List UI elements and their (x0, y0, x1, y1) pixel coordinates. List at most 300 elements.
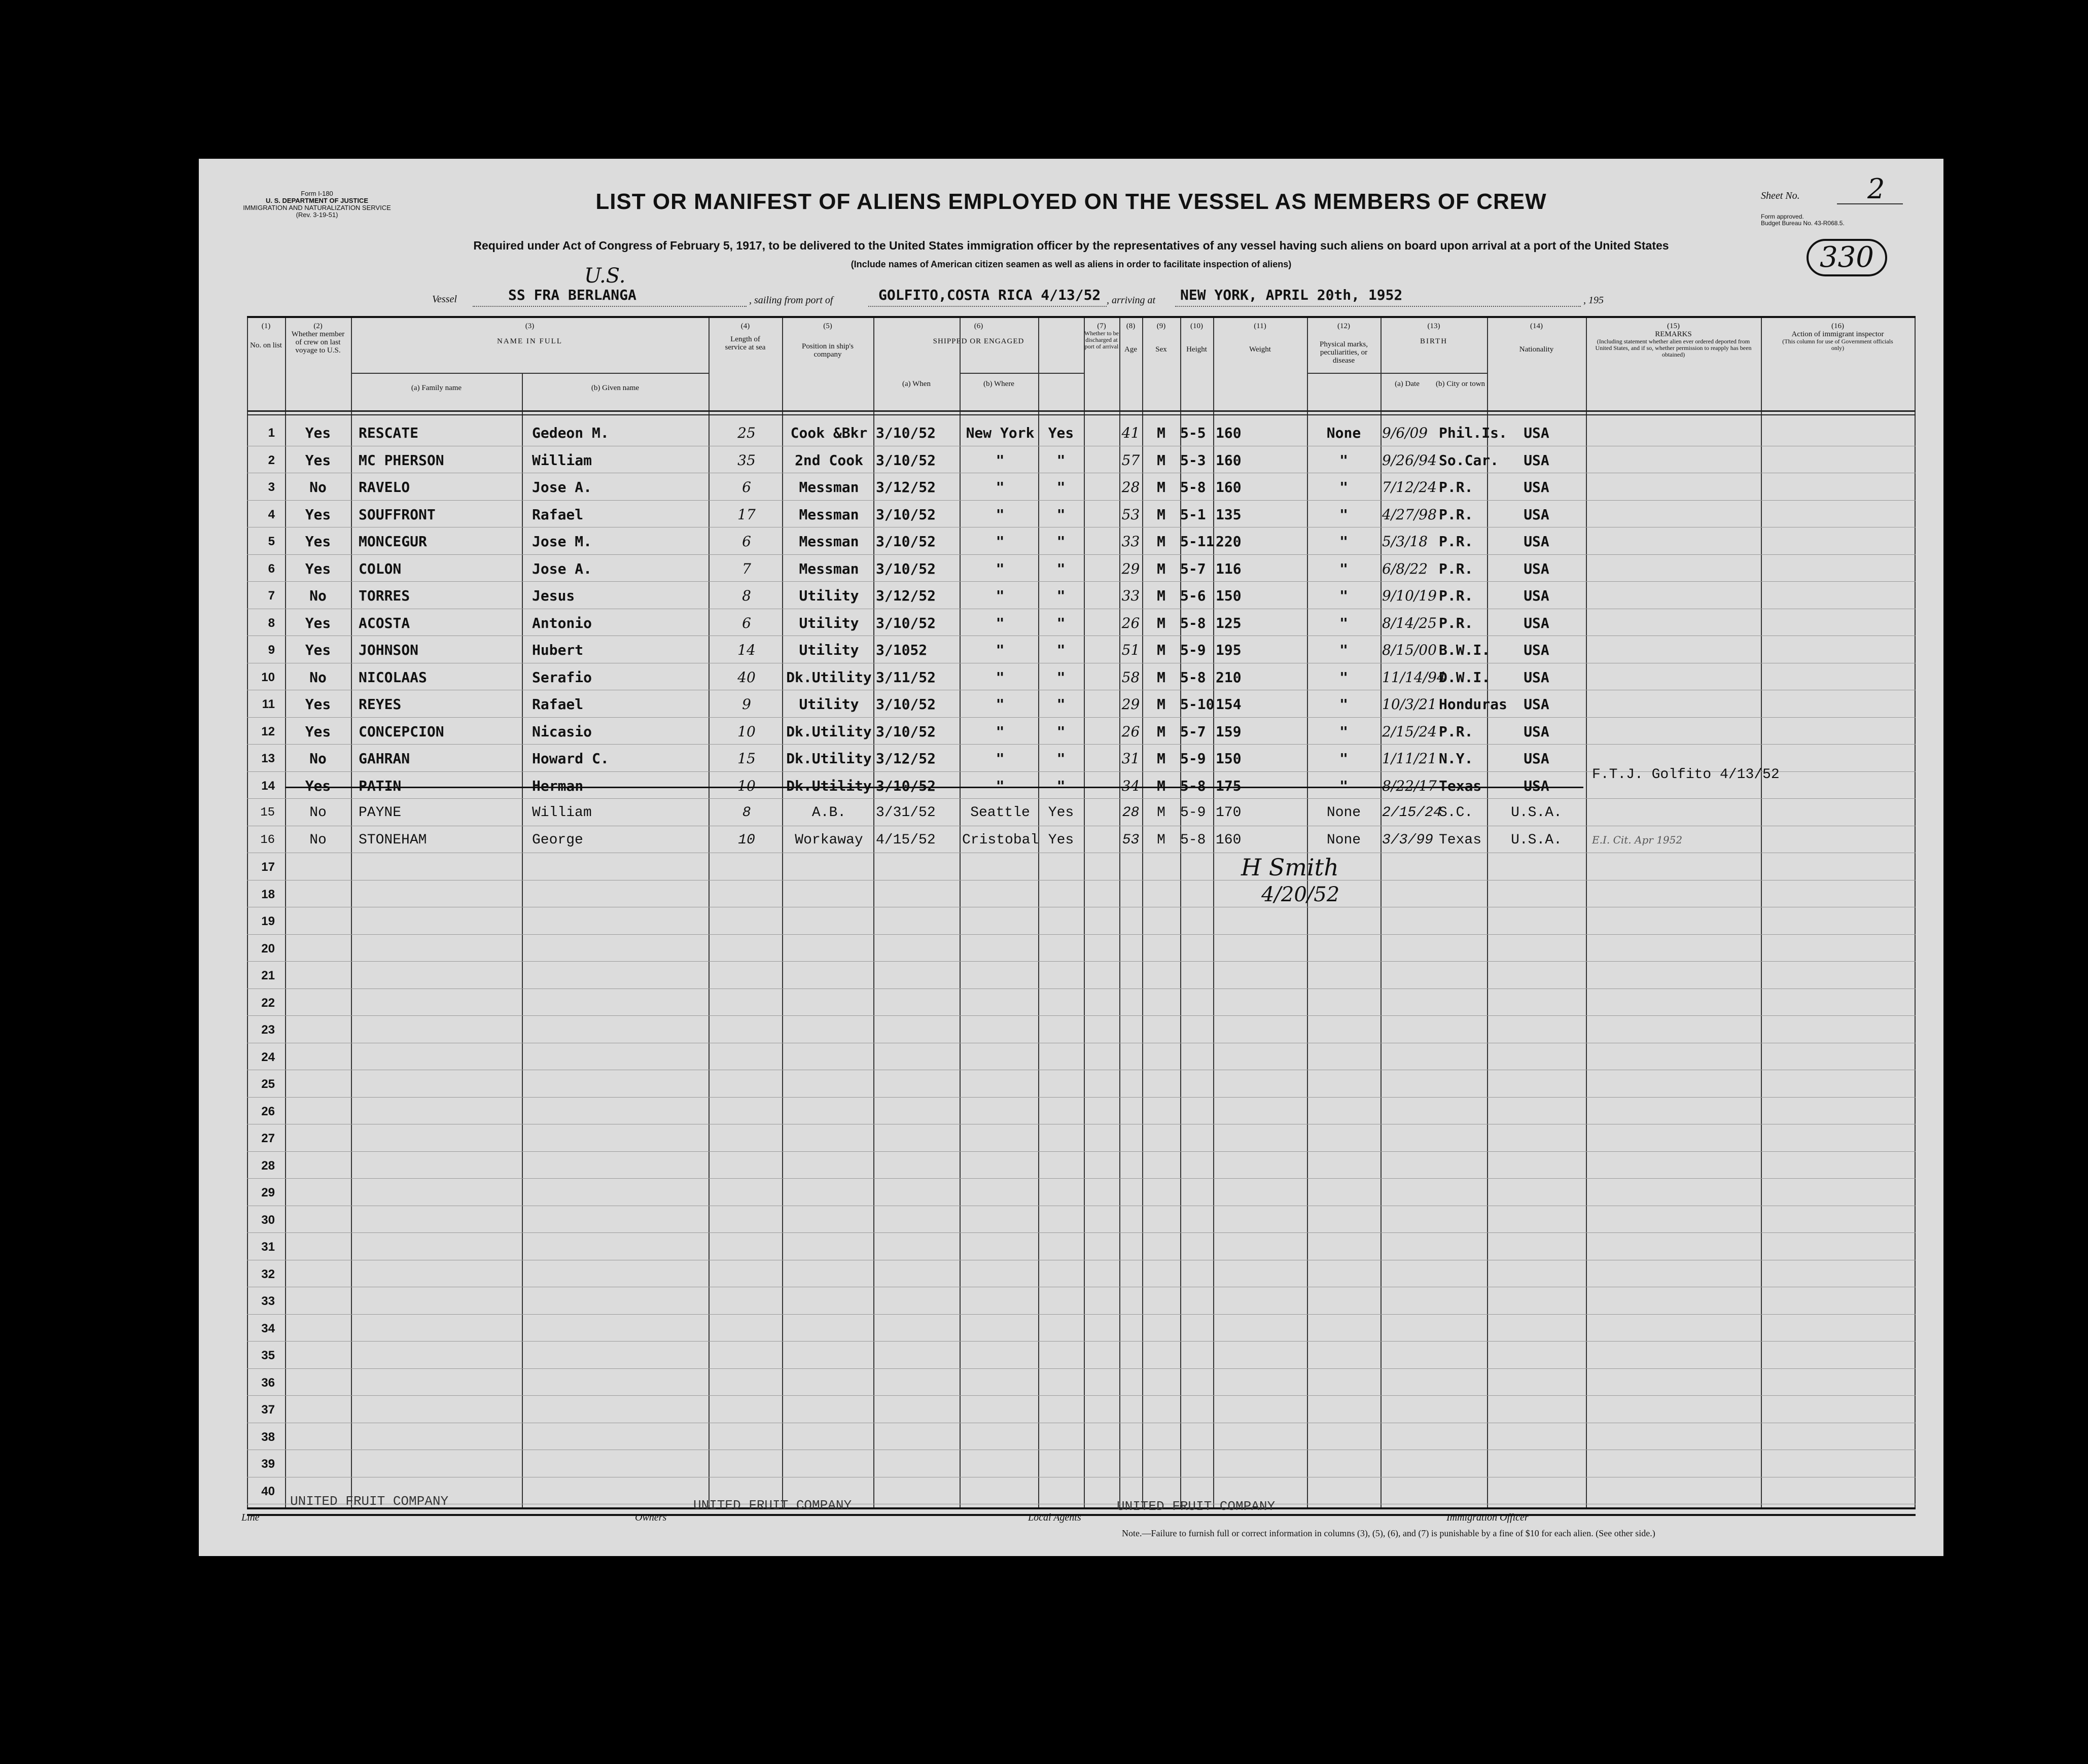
shipped-where-cell: Seattle (970, 805, 1030, 821)
nationality-cell: USA (1524, 777, 1549, 794)
row-divider (247, 934, 1916, 935)
height-cell: 5-5 (1180, 425, 1206, 441)
shipped-when-cell: 4/15/52 (876, 832, 936, 848)
birth-date-cell: 5/3/18 (1382, 533, 1428, 550)
sex-cell: M (1157, 750, 1165, 767)
weight-cell: 159 (1216, 723, 1242, 740)
service-name: IMMIGRATION AND NATURALIZATION SERVICE (243, 204, 391, 211)
birth-place-cell: Phil.Is. (1439, 425, 1507, 441)
row-divider (247, 500, 1916, 501)
given-name-cell: George (532, 832, 583, 848)
sex-cell: M (1157, 777, 1165, 794)
shipped-where-cell: " (996, 451, 1005, 469)
age-cell: 31 (1121, 750, 1140, 767)
height-cell: 5-7 (1180, 723, 1206, 740)
weight-cell: 160 (1216, 451, 1242, 469)
shipped-where-cell: Cristobal (962, 832, 1039, 848)
shipped-when-cell: 3/31/52 (876, 805, 936, 821)
discharged-cell: Yes (1048, 832, 1074, 848)
discharged-cell: " (1056, 696, 1066, 713)
manifest-sheet (199, 159, 1943, 1556)
given-name-cell: William (532, 805, 592, 821)
given-name-cell: Jose A. (532, 479, 592, 496)
circled-page-number: 330 (1807, 239, 1887, 276)
family-name-cell: REYES (359, 696, 402, 713)
row-number: 17 (261, 860, 275, 874)
age-cell: 28 (1121, 479, 1140, 496)
service-length-cell: 40 (737, 668, 756, 686)
shipped-where-cell: " (996, 750, 1005, 767)
height-cell: 5-8 (1180, 777, 1206, 794)
row-number: 19 (261, 914, 275, 928)
nationality-cell: USA (1524, 451, 1549, 469)
row-number: 2 (268, 453, 275, 467)
header-list-number: (1) No. on list (250, 322, 282, 349)
family-name-cell: PATIN (359, 777, 402, 794)
shipped-where-cell: New York (966, 425, 1035, 441)
row-number: 20 (261, 941, 275, 956)
row-number: 39 (261, 1457, 275, 1471)
weight-cell: 160 (1216, 425, 1242, 441)
birth-date-cell: 8/15/00 (1382, 642, 1437, 658)
birth-place-cell: Honduras (1439, 696, 1507, 713)
service-length-cell: 10 (737, 723, 756, 740)
age-cell: 33 (1121, 533, 1140, 550)
service-length-cell: 14 (737, 642, 756, 658)
prior-voyage-cell: No (309, 832, 327, 848)
shipped-when-cell: 3/10/52 (876, 777, 936, 794)
row-number: 14 (261, 779, 275, 793)
row-number: 9 (268, 643, 275, 657)
shipped-where-cell: " (996, 506, 1005, 523)
shipped-when-cell: 3/10/52 (876, 696, 936, 713)
physical-marks-cell: " (1339, 479, 1348, 496)
physical-marks-cell: " (1339, 696, 1348, 713)
service-length-cell: 35 (737, 451, 756, 469)
sailing-underline (868, 306, 1107, 307)
service-length-cell: 8 (742, 587, 751, 604)
age-cell: 53 (1121, 506, 1140, 523)
sex-cell: M (1157, 696, 1165, 713)
age-cell: 53 (1122, 832, 1140, 848)
row-divider (247, 1368, 1916, 1369)
given-name-cell: Jose A. (532, 560, 592, 577)
age-cell: 34 (1121, 777, 1140, 794)
sailing-label: , sailing from port of (749, 295, 833, 306)
vessel-prefix-handwritten: U.S. (584, 264, 626, 288)
service-length-cell: 8 (742, 805, 751, 821)
prior-voyage-cell: Yes (305, 451, 331, 469)
birth-date-cell: 2/15/24 (1382, 805, 1442, 821)
header-position: (5) Position in ship's company (802, 322, 854, 359)
row-number: 1 (268, 426, 275, 440)
footer-note: Note.—Failure to furnish full or correct information in columns (3), (5), (6), and (7) is punishable by a fine of $10 for each alien. (See other side.) (1122, 1528, 1655, 1538)
age-cell: 51 (1121, 642, 1140, 658)
position-cell: A.B. (811, 805, 846, 821)
physical-marks-cell: " (1339, 533, 1348, 550)
row-number: 21 (261, 969, 275, 982)
row-divider (247, 1395, 1916, 1396)
family-name-cell: JOHNSON (359, 642, 419, 658)
header-given-name: (b) Given name (591, 384, 640, 392)
row-number: 11 (262, 697, 275, 711)
weight-cell: 210 (1216, 668, 1242, 686)
physical-marks-cell: None (1326, 832, 1361, 848)
row-number: 27 (261, 1132, 275, 1145)
nationality-cell: U.S.A. (1511, 832, 1562, 848)
department-name: U. S. DEPARTMENT OF JUSTICE (266, 197, 368, 204)
row-number: 29 (261, 1186, 275, 1199)
given-name-cell: Jose M. (532, 533, 592, 550)
arriving-underline (1175, 306, 1581, 307)
nationality-cell: USA (1524, 506, 1549, 523)
height-cell: 5-8 (1180, 668, 1206, 686)
weight-cell: 154 (1216, 696, 1242, 713)
birth-date-cell: 3/3/99 (1382, 832, 1433, 848)
shipped-where-cell: " (996, 479, 1005, 496)
arriving-port: NEW YORK, APRIL 20th, 1952 (1180, 287, 1403, 303)
prior-voyage-cell: Yes (305, 723, 331, 740)
row-divider (247, 717, 1916, 718)
height-cell: 5-11 (1180, 533, 1215, 550)
header-birth-date: (a) Date (1395, 380, 1420, 388)
row-number: 6 (268, 561, 275, 576)
birth-date-cell: 9/10/19 (1382, 587, 1437, 604)
service-length-cell: 15 (737, 750, 756, 767)
shipped-when-cell: 3/12/52 (876, 587, 936, 604)
shipped-where-cell: " (996, 777, 1005, 794)
family-name-cell: GAHRAN (359, 750, 410, 767)
discharged-cell: " (1056, 560, 1066, 577)
strikethrough-line (285, 787, 1583, 788)
position-cell: Dk.Utility (786, 777, 872, 794)
shipped-when-cell: 3/10/52 (876, 506, 936, 523)
age-cell: 29 (1121, 560, 1140, 577)
row-number: 13 (261, 752, 275, 765)
birth-place-cell: P.R. (1439, 614, 1473, 631)
service-length-cell: 6 (742, 614, 751, 631)
vessel-label: Vessel (432, 294, 457, 305)
height-cell: 5-10 (1180, 696, 1215, 713)
position-cell: Cook &Bkr (790, 425, 868, 441)
header-shipped-engaged: (6) SHIPPED OR ENGAGED (933, 322, 1024, 345)
legal-requirement-text: Required under Act of Congress of February 5, 1917, to be delivered to the United States immigration officer by the representatives of any vessel having such aliens on board upon arrival at a port of the United States (473, 239, 1669, 252)
row-number: 15 (260, 806, 275, 820)
sex-cell: M (1157, 533, 1165, 550)
height-cell: 5-1 (1180, 506, 1206, 523)
shipped-when-cell: 3/10/52 (876, 560, 936, 577)
prior-voyage-cell: Yes (305, 696, 331, 713)
nationality-cell: USA (1524, 560, 1549, 577)
position-cell: Messman (799, 506, 859, 523)
given-name-cell: Serafio (532, 668, 592, 686)
shipped-when-cell: 3/12/52 (876, 750, 936, 767)
prior-voyage-cell: No (309, 805, 327, 821)
row-number: 30 (261, 1213, 275, 1227)
given-name-cell: Hubert (532, 642, 584, 658)
birth-date-cell: 11/14/94 (1382, 668, 1446, 686)
row-number: 3 (268, 480, 275, 494)
header-when: (a) When (902, 380, 931, 388)
header-prior-voyage: (2) Whether member of crew on last voyage to U.S. (291, 322, 345, 355)
birth-date-cell: 8/22/17 (1382, 777, 1437, 794)
birth-date-cell: 9/26/94 (1382, 451, 1437, 469)
family-name-cell: CONCEPCION (359, 723, 444, 740)
row-divider (247, 1151, 1916, 1152)
shipped-where-cell: " (996, 533, 1005, 550)
row-number: 38 (261, 1430, 275, 1444)
position-cell: Dk.Utility (786, 668, 872, 686)
height-cell: 5-9 (1180, 750, 1206, 767)
position-cell: Workaway (795, 832, 863, 848)
row-divider (247, 1097, 1916, 1098)
physical-marks-cell: " (1339, 451, 1348, 469)
row-number: 28 (261, 1158, 275, 1173)
position-cell: Utility (799, 696, 859, 713)
shipped-where-cell: " (996, 560, 1005, 577)
budget-bureau-text: Budget Bureau No. 43-R068.5. (1761, 220, 1845, 227)
birth-place-cell: Texas (1439, 832, 1482, 848)
family-name-cell: RAVELO (359, 479, 410, 496)
inspector-signature: H Smith (1241, 854, 1339, 881)
shipped-where-cell: " (996, 642, 1005, 658)
given-name-cell: Herman (532, 777, 584, 794)
given-name-cell: Howard C. (532, 750, 609, 767)
row-number: 37 (261, 1403, 275, 1417)
weight-cell: 175 (1216, 777, 1242, 794)
row-divider (247, 1015, 1916, 1016)
header-remarks: (15) REMARKS (Including statement whether alien ever ordered deported from United States, and if so, whether permission to reapply has been obtained) (1595, 322, 1752, 358)
row-number: 40 (261, 1484, 275, 1498)
footer-owners-value: UNITED FRUIT COMPANY (693, 1498, 852, 1513)
shipped-when-cell: 3/1052 (876, 642, 928, 658)
form-approval-note (1761, 214, 1845, 227)
birth-place-cell: P.R. (1439, 560, 1473, 577)
footer-officer-label: Immigration Officer (1446, 1512, 1529, 1523)
birth-place-cell: P.R. (1439, 506, 1473, 523)
service-length-cell: 25 (737, 425, 756, 441)
family-name-cell: STONEHAM (359, 832, 427, 848)
row-number: 33 (261, 1294, 275, 1308)
header-age: (8) Age (1124, 322, 1137, 354)
discharged-cell: " (1056, 750, 1066, 767)
given-name-cell: William (532, 451, 592, 469)
row-number: 4 (268, 507, 275, 521)
discharged-cell: " (1056, 642, 1066, 658)
row-number: 8 (268, 616, 275, 630)
height-cell: 5-8 (1180, 614, 1206, 631)
age-cell: 57 (1121, 451, 1140, 469)
position-cell: Dk.Utility (786, 723, 872, 740)
prior-voyage-cell: No (309, 479, 327, 496)
given-name-cell: Gedeon M. (532, 425, 609, 441)
position-cell: Dk.Utility (786, 750, 872, 767)
header-weight: (11) Weight (1249, 322, 1271, 354)
row-number: 26 (261, 1104, 275, 1118)
form-revision: (Rev. 3-19-51) (296, 211, 338, 219)
weight-cell: 160 (1216, 832, 1242, 848)
birth-date-cell: 10/3/21 (1382, 696, 1437, 713)
family-name-cell: RESCATE (359, 425, 419, 441)
birth-date-cell: 4/27/98 (1382, 506, 1437, 523)
sex-cell: M (1157, 642, 1165, 658)
row-number: 35 (261, 1349, 275, 1362)
remarks-cell: F.T.J. Golfito 4/13/52 (1592, 766, 1780, 783)
row-number: 7 (268, 589, 275, 603)
shipped-when-cell: 3/11/52 (876, 668, 936, 686)
prior-voyage-cell: Yes (305, 506, 331, 523)
physical-marks-cell: " (1339, 614, 1348, 631)
given-name-cell: Rafael (532, 506, 584, 523)
row-divider (247, 744, 1916, 745)
year-suffix: , 195 (1583, 295, 1604, 306)
footer-agents-label: Local Agents (1028, 1512, 1081, 1523)
birth-place-cell: B.W.I. (1439, 642, 1491, 658)
height-cell: 5-8 (1180, 832, 1206, 848)
row-number: 10 (261, 670, 275, 684)
physical-marks-cell: " (1339, 668, 1348, 686)
age-cell: 33 (1121, 587, 1140, 604)
remarks-cell: E.I. Cit. Apr 1952 (1592, 833, 1683, 846)
nationality-cell: USA (1524, 696, 1549, 713)
sex-cell: M (1157, 451, 1165, 469)
discharged-cell: " (1056, 451, 1066, 469)
physical-marks-cell: None (1326, 805, 1361, 821)
row-number: 34 (261, 1321, 275, 1335)
nationality-cell: USA (1524, 750, 1549, 767)
physical-marks-cell: " (1339, 506, 1348, 523)
row-number: 5 (268, 535, 275, 548)
physical-marks-cell: " (1339, 777, 1348, 794)
row-number: 22 (261, 996, 275, 1010)
prior-voyage-cell: Yes (305, 642, 331, 658)
birth-place-cell: N.Y. (1439, 750, 1473, 767)
shipped-when-cell: 3/10/52 (876, 723, 936, 740)
given-name-cell: Rafael (532, 696, 584, 713)
sheet-number-underline (1837, 203, 1903, 204)
position-cell: Utility (799, 614, 859, 631)
row-number: 23 (261, 1023, 275, 1037)
shipped-when-cell: 3/12/52 (876, 479, 936, 496)
weight-cell: 150 (1216, 587, 1242, 604)
service-length-cell: 9 (742, 696, 751, 713)
age-cell: 41 (1121, 425, 1140, 441)
discharged-cell: " (1056, 506, 1066, 523)
footer-line-label: Line (241, 1512, 260, 1523)
family-name-cell: MONCEGUR (359, 533, 427, 550)
prior-voyage-cell: Yes (305, 777, 331, 794)
birth-place-cell: P.R. (1439, 723, 1473, 740)
header-length-of-service: (4) Length of service at sea (725, 322, 766, 351)
sex-cell: M (1157, 506, 1165, 523)
birth-date-cell: 2/15/24 (1382, 723, 1437, 740)
birth-date-cell: 7/12/24 (1382, 479, 1437, 496)
weight-cell: 170 (1216, 805, 1242, 821)
height-cell: 5-8 (1180, 479, 1206, 496)
header-family-name: (a) Family name (411, 384, 462, 392)
family-name-cell: ACOSTA (359, 614, 410, 631)
birth-place-cell: P.R. (1439, 533, 1473, 550)
shipped-where-cell: " (996, 696, 1005, 713)
position-cell: Utility (799, 587, 859, 604)
row-number: 16 (260, 833, 275, 847)
height-cell: 5-3 (1180, 451, 1206, 469)
given-name-cell: Jesus (532, 587, 575, 604)
row-divider (247, 1178, 1916, 1179)
shipped-where-cell: " (996, 723, 1005, 740)
row-divider (247, 554, 1916, 555)
service-length-cell: 7 (742, 560, 751, 577)
shipped-where-cell: " (996, 668, 1005, 686)
age-cell: 29 (1121, 696, 1140, 713)
position-cell: Utility (799, 642, 859, 658)
header-physical-marks: (12) Physical marks, peculiarities, or disease (1320, 322, 1368, 365)
vessel-underline (473, 306, 747, 307)
age-cell: 58 (1121, 668, 1140, 686)
nationality-cell: USA (1524, 642, 1549, 658)
birth-place-cell: P.R. (1439, 587, 1473, 604)
discharged-cell: " (1056, 668, 1066, 686)
sheet-number-label: Sheet No. (1761, 190, 1800, 201)
prior-voyage-cell: Yes (305, 560, 331, 577)
row-number: 32 (261, 1267, 275, 1281)
family-name-cell: NICOLAAS (359, 668, 427, 686)
nationality-cell: USA (1524, 587, 1549, 604)
weight-cell: 135 (1216, 506, 1242, 523)
physical-marks-cell: " (1339, 642, 1348, 658)
sex-cell: M (1157, 668, 1165, 686)
row-divider (247, 581, 1916, 582)
shipped-when-cell: 3/10/52 (876, 451, 936, 469)
header-inspector-action: (16) Action of immigrant inspector (This column for use of Government officials only) (1782, 322, 1893, 351)
weight-cell: 195 (1216, 642, 1242, 658)
header-birth: (13) BIRTH (1420, 322, 1448, 345)
header-name-in-full: (3) NAME IN FULL (497, 322, 562, 345)
birth-date-cell: 9/6/09 (1382, 425, 1428, 441)
row-number: 18 (261, 887, 275, 901)
shipped-where-cell: " (996, 614, 1005, 631)
footer-owners-label: Owners (635, 1512, 667, 1523)
height-cell: 5-7 (1180, 560, 1206, 577)
arriving-label: , arriving at (1107, 295, 1156, 306)
service-length-cell: 17 (737, 506, 756, 523)
family-name-cell: TORRES (359, 587, 410, 604)
family-name-cell: PAYNE (359, 805, 402, 821)
discharged-cell: " (1056, 533, 1066, 550)
nationality-cell: USA (1524, 614, 1549, 631)
shipped-when-cell: 3/10/52 (876, 614, 936, 631)
discharged-cell: Yes (1048, 805, 1074, 821)
row-number: 25 (261, 1077, 275, 1091)
row-divider (247, 798, 1916, 799)
discharged-cell: " (1056, 777, 1066, 794)
row-number: 36 (261, 1375, 275, 1390)
given-name-cell: Nicasio (532, 723, 592, 740)
header-discharged: (7) Whether to be discharged at port of arrival (1084, 322, 1119, 350)
row-number: 31 (261, 1240, 275, 1254)
row-number: 24 (261, 1050, 275, 1064)
crew-table (247, 316, 1916, 1509)
shipped-where-cell: " (996, 587, 1005, 604)
header-nationality: (14) Nationality (1519, 322, 1554, 354)
birth-place-cell: P.R. (1439, 479, 1473, 496)
footer-agents-value: UNITED FRUIT COMPANY (1117, 1499, 1276, 1514)
physical-marks-cell: " (1339, 750, 1348, 767)
header-sex: (9) Sex (1155, 322, 1167, 354)
sex-cell: M (1157, 587, 1165, 604)
inclusion-note: (Include names of American citizen seamen as well as aliens in order to facilitate inspection of aliens) (851, 259, 1292, 269)
footer-line-value: UNITED FRUIT COMPANY (290, 1494, 449, 1509)
